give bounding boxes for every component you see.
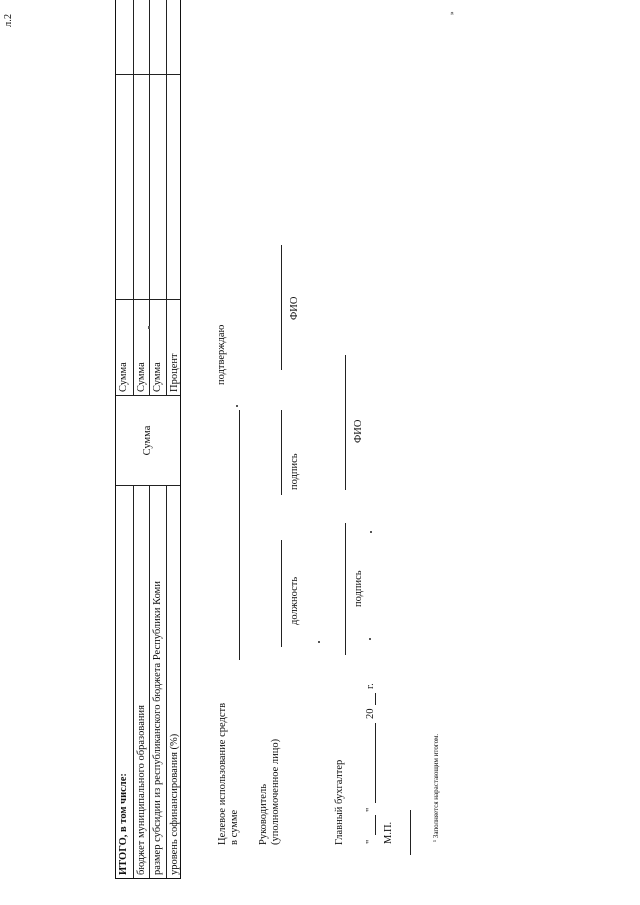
page-number: л.2 [3,13,14,27]
director-name-caption: ФИО [289,296,300,320]
accountant-signature-caption: подпись [353,570,364,607]
table-row [149,75,166,299]
summary-table [115,0,181,879]
table-row [133,486,150,878]
scan-speck [369,638,371,640]
table-row [166,75,183,299]
type-cell: Процент [168,353,180,392]
accountant-name-caption: ФИО [353,419,364,443]
table-row [116,0,133,74]
type-cell: Сумма [152,362,163,392]
scan-speck [148,326,150,329]
position-line [281,540,282,647]
date-year-suffix: г. [365,683,376,689]
scan-speck [370,531,372,533]
director-signature-caption: подпись [289,453,300,490]
table-row [133,0,150,74]
date-year-line [375,693,376,705]
table-row [133,300,150,395]
scan-speck [236,405,238,407]
table-row [166,486,183,878]
confirm-word: подтверждаю [216,324,227,385]
row-label-subsidy: размер субсидии из республиканского бюджета Республики Коми [152,581,163,875]
type-cell: Сумма [135,362,147,392]
table-row [166,300,183,395]
director-name-line [281,245,282,370]
date-month-line [375,723,376,803]
corner-mark: » [448,11,456,15]
footnote-separator [410,810,411,855]
confirmation-label: Целевое использование средств [217,702,228,845]
row-label-cofinancing: уровень софинансирования (%) [168,733,180,875]
director-subtitle: (уполномоченное лицо) [270,738,281,845]
director-label: Руководитель [258,784,269,845]
amount-line [239,410,240,660]
merged-sum-label: Сумма [142,425,153,456]
director-signature-line [281,410,282,495]
table-row [116,75,133,299]
table-row [116,486,133,878]
table-row [149,0,166,74]
accountant-label: Главный бухгалтер [334,759,345,845]
table-label-column [116,486,180,878]
confirmation-amount-label: в сумме [229,809,240,845]
table-row [116,300,133,395]
type-cell: Сумма [118,362,129,392]
position-caption: должность [289,576,300,625]
date-day-line [375,815,376,835]
table-row [149,300,166,395]
date-century: 20 [365,708,376,719]
value-type-column [116,300,180,396]
empty-value-column [116,75,180,300]
table-row [149,486,166,878]
stamp-label: М.П. [383,821,394,844]
date-quote-open: " [365,839,376,844]
merged-sum-column [116,396,180,486]
table-row [133,75,150,299]
row-label-municipal: бюджет муниципального образования [135,705,147,875]
row-label-total: ИТОГО, в том числе: [118,773,129,875]
scan-speck [318,641,320,643]
accountant-signature-line [345,523,346,655]
footnote: ¹ Заполняется нарастающим итогом. [432,733,440,842]
empty-value-column [116,0,180,75]
table-row [166,0,183,74]
date-quote-close: " [365,807,376,812]
accountant-name-line [345,355,346,490]
